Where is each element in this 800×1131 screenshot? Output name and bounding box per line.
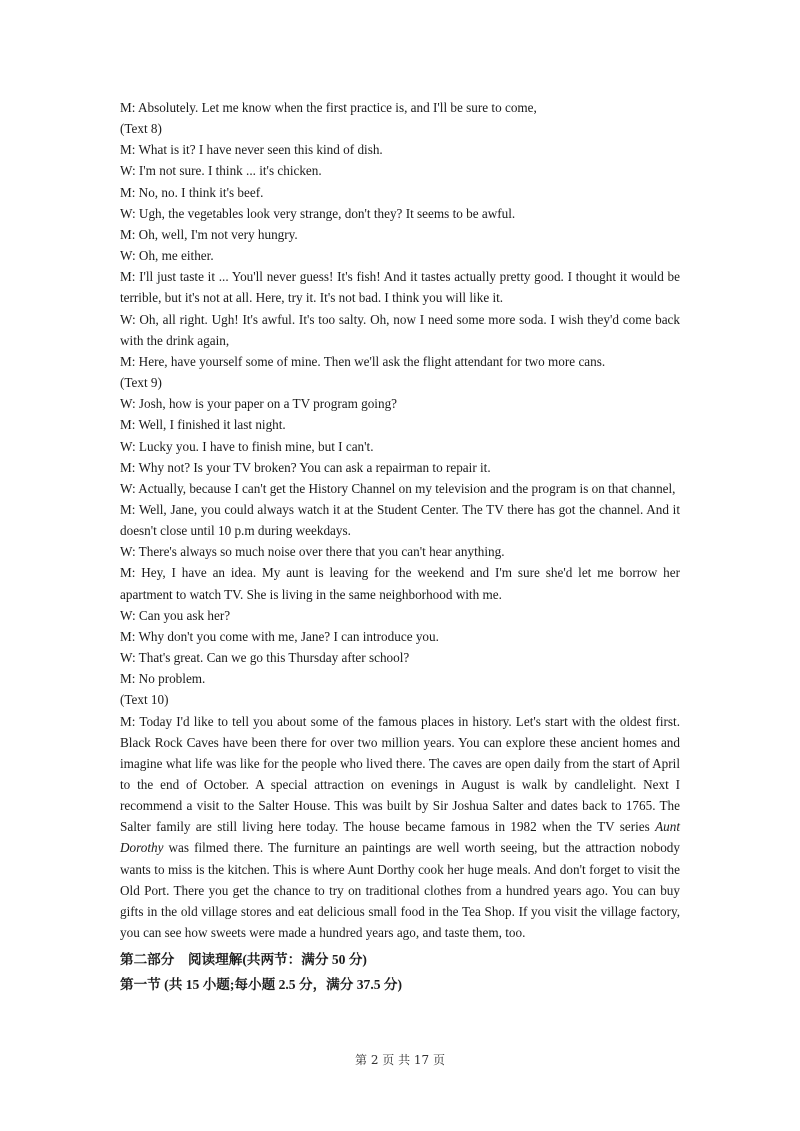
dialogue-line: W: Josh, how is your paper on a TV program going?: [120, 396, 398, 412]
dialogue-paragraph: W: Actually, because I can't get the History Channel on my television and the program is on that channel,: [120, 480, 676, 496]
dialogue-paragraph: M: I'll just taste it ... You'll never guess! It's fish! And it tastes actually pretty good. I thought it would be terrible, but it's not at all. Here, try it. It's not bad. I think you will like it.: [120, 269, 680, 306]
section-label-text-8: (Text 8): [120, 121, 162, 137]
monologue-text-part: was filmed there. The furniture an paintings are well worth seeing, but the attraction nobody wants to miss is the kitchen. This is where Aunt Dorthy cook her huge meals. And don't forget to visit the Old Port. There you get the chance to try on traditional clothes from a hundred years ago. You can buy gifts in the old village stores and eat delicious small food in the Tea Shop. If you visit the village factory, you can see how sweets were made a hundred years ago, and taste them, too.: [120, 840, 680, 941]
dialogue-line: W: Oh, me either.: [120, 248, 214, 264]
dialogue-line: M: Well, I finished it last night.: [120, 417, 286, 433]
page-number-footer: 第 2 页 共 17 页: [355, 1053, 445, 1067]
dialogue-line: M: Absolutely. Let me know when the first practice is, and I'll be sure to come,: [120, 100, 537, 115]
monologue-text-part: M: Today I'd like to tell you about some of the famous places in history. Let's start with the oldest first. Black Rock Caves have been there for over two million years. You can explore these ancient homes and imagine what life was like for the people who lived there. The caves are open daily from the start of April to the end of October. A special attraction on evenings in August is walk by candlelight. Next I recommend a visit to the Salter House. This was built by Sir Joshua Salter and dates back to 1765. The Salter family are still living here today. The house became famous in 1982 when the TV series: [120, 713, 680, 835]
dialogue-line: M: No, no. I think it's beef.: [120, 184, 264, 200]
dialogue-line: W: There's always so much noise over there that you can't hear anything.: [120, 544, 505, 560]
section-one-heading: 第一节 (共 15 小题;每小题 2.5 分，满分 37.5 分): [120, 977, 403, 993]
part-two-heading: 第二部分 阅读理解(共两节：满分 50 分): [120, 952, 367, 968]
dialogue-line: M: Why not? Is your TV broken? You can ask a repairman to repair it.: [120, 459, 491, 475]
dialogue-paragraph: W: Oh, all right. Ugh! It's awful. It's too salty. Oh, now I need some more soda. I wish they'd come back with the drink again,: [120, 311, 680, 348]
section-label-text-10: (Text 10): [120, 692, 169, 708]
tv-series-title: Aunt Dorothy: [120, 819, 680, 856]
dialogue-paragraph: M: Hey, I have an idea. My aunt is leaving for the weekend and I'm sure she'd let me borrow her apartment to watch TV. She is living in the same neighborhood with me.: [120, 565, 680, 602]
dialogue-line: W: Ugh, the vegetables look very strange, don't they? It seems to be awful.: [120, 205, 516, 221]
dialogue-paragraph: M: Well, Jane, you could always watch it at the Student Center. The TV there has got the channel. And it doesn't close until 10 p.m during weekdays.: [120, 501, 680, 539]
dialogue-line: M: What is it? I have never seen this kind of dish.: [120, 142, 383, 158]
transcript-body: [120, 97, 680, 996]
dialogue-line: M: No problem.: [120, 671, 206, 687]
dialogue-line: W: Can you ask her?: [120, 607, 231, 623]
section-label-text-9: (Text 9): [120, 375, 162, 391]
dialogue-line: W: That's great. Can we go this Thursday after school?: [120, 650, 410, 666]
monologue-paragraph: [120, 711, 680, 944]
dialogue-line: W: Lucky you. I have to finish mine, but I can't.: [120, 438, 374, 454]
dialogue-line: M: Why don't you come with me, Jane? I can introduce you.: [120, 628, 439, 644]
dialogue-line: W: I'm not sure. I think ... it's chicken.: [120, 163, 322, 179]
dialogue-line: M: Here, have yourself some of mine. Then we'll ask the flight attendant for two more cans.: [120, 353, 606, 369]
dialogue-line: M: Oh, well, I'm not very hungry.: [120, 226, 298, 242]
